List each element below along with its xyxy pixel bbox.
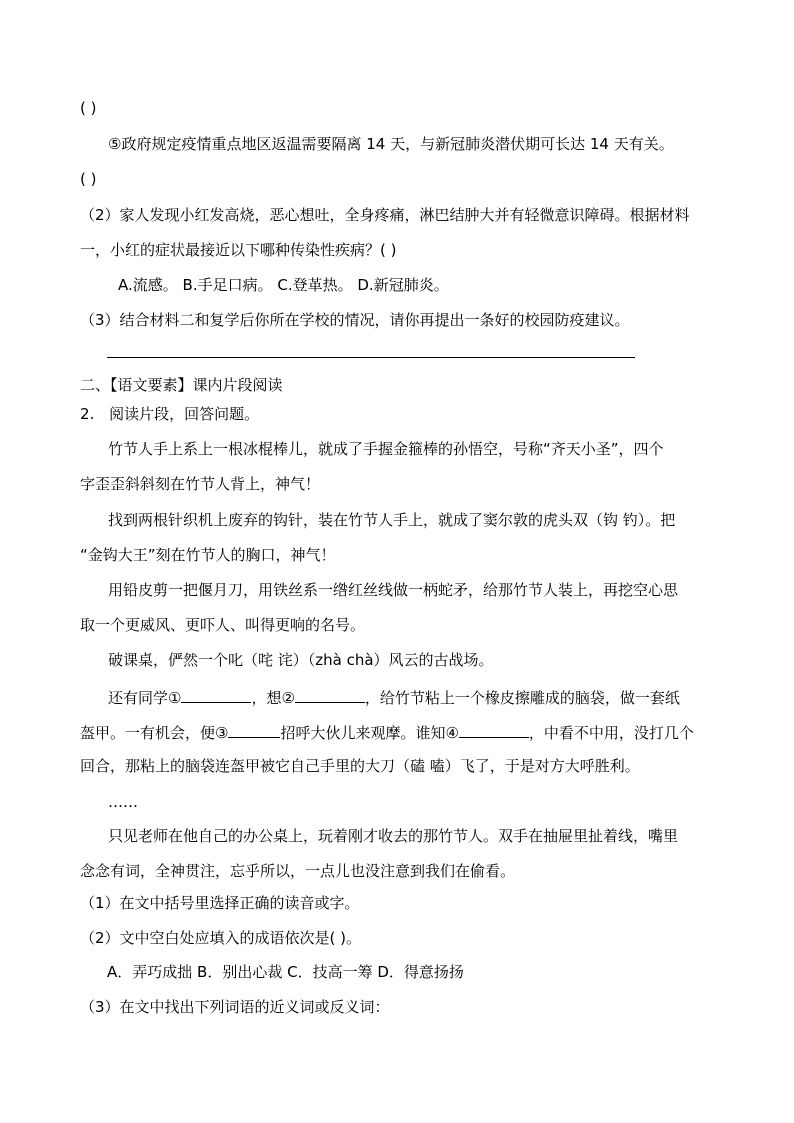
passage-p5-line2 <box>80 721 694 743</box>
subquestion-1: （1）在文中括号里选择正确的读音或字。 <box>80 894 360 912</box>
passage-ellipsis: …… <box>108 793 138 811</box>
blank-4[interactable] <box>459 721 529 738</box>
blank-3[interactable] <box>228 721 280 738</box>
q3-line: （3）结合材料二和复学后你所在学校的情况，请你再提出一条好的校园防疫建议。 <box>80 311 630 329</box>
subquestion-2-options: A．弄巧成拙 B．别出心裁 C．技高一筹 D．得意扬扬 <box>107 963 464 981</box>
bracket-answer-a: ( ) <box>80 99 97 117</box>
subquestion-3: （3）在文中找出下列词语的近义词或反义词： <box>80 998 390 1016</box>
passage-p2-line1: 找到两根针织机上废弃的钩针，装在竹节人手上，就成了窦尔敦的虎头双（钩 钓）。把 <box>108 511 676 529</box>
bracket-answer-b: ( ) <box>80 170 97 188</box>
q2-line-2: 一，小红的症状最接近以下哪种传染性疾病？( ) <box>80 241 397 259</box>
passage-p4: 破课桌，俨然一个叱（咤 诧）（zhà chà）风云的古战场。 <box>108 651 494 669</box>
question-2-header <box>80 404 259 424</box>
section-heading: 二、【语文要素】课内片段阅读 <box>80 376 283 394</box>
p5-text-1: 还有同学① <box>108 689 182 707</box>
blank-2[interactable] <box>295 686 365 703</box>
passage-p5-line1 <box>108 686 680 708</box>
answer-rule <box>107 357 635 358</box>
p5-text-2: ，想② <box>251 689 295 707</box>
blank-1[interactable] <box>181 686 251 703</box>
item-5: ⑤政府规定疫情重点地区返温需要隔离 14 天，与新冠肺炎潜伏期可长达 14 天有关。 <box>108 135 674 153</box>
passage-p2-line2: “金钩大王”刻在竹节人的胸口，神气！ <box>80 546 336 564</box>
passage-p1-line2: 字歪歪斜斜刻在竹节人背上，神气！ <box>80 475 321 493</box>
p5-text-4: 盔甲。一有机会，便③ <box>80 724 229 742</box>
p5-text-5: 招呼大伙儿来观摩。谁知④ <box>280 724 459 742</box>
passage-p1-line1: 竹节人手上系上一根冰棍棒儿，就成了手握金箍棒的孙悟空，号称“齐天小圣”，四个 <box>108 440 664 458</box>
subquestion-2: （2）文中空白处应填入的成语依次是( )。 <box>80 929 362 947</box>
passage-p5-line3: 回合，那粘上的脑袋连盔甲被它自己手里的大刀（磕 嗑）飞了，于是对方大呼胜利。 <box>80 757 640 775</box>
q2-options: A.流感。 B.手足口病。 C.登革热。 D.新冠肺炎。 <box>118 276 449 294</box>
question-prompt: 阅读片段，回答问题。 <box>109 405 260 423</box>
question-number: 2. <box>80 405 95 423</box>
passage-p3-line2: 取一个更威风、更吓人、叫得更响的名号。 <box>80 616 366 634</box>
passage-p3-line1: 用铅皮剪一把偃月刀，用铁丝系一绺红丝线做一柄蛇矛，给那竹节人装上，再挖空心思 <box>108 581 679 599</box>
p5-text-3: ，给竹节粘上一个橡皮擦雕成的脑袋，做一套纸 <box>364 689 680 707</box>
p5-text-6: ，中看不中用，没打几个 <box>528 724 694 742</box>
passage-p6-line1: 只见老师在他自己的办公桌上，玩着刚才收去的那竹节人。双手在抽屉里扯着线，嘴里 <box>108 827 679 845</box>
q2-line-1: （2）家人发现小红发高烧，恶心想吐，全身疼痛，淋巴结肿大并有轻微意识障碍。根据材料 <box>80 206 690 224</box>
passage-p6-line2: 念念有词，全神贯注，忘乎所以，一点儿也没注意到我们在偷看。 <box>80 862 516 880</box>
